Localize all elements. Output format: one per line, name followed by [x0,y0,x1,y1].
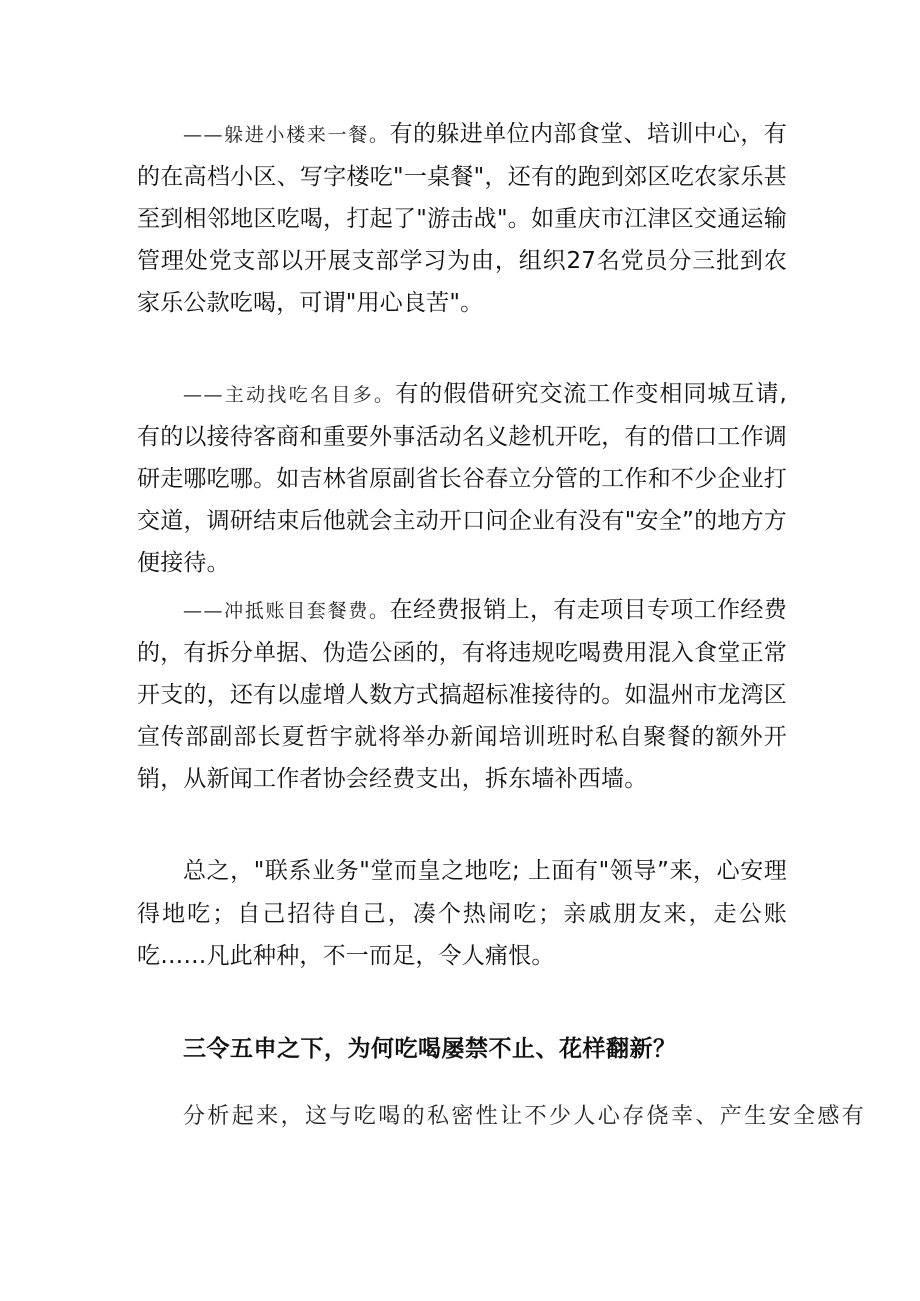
paragraph-offset-accounts [137,589,787,800]
paragraph-body: 有的躲进单位内部食堂、培训中心，有的在高档小区、写字楼吃"一桌餐"，还有的跑到郊区吃农家乐甚至到相邻地区吃喝，打起了"游击战"。如重庆市江津区交通运输管理处党支部以开展支部学习为由，组织27名党员分三批到农家乐公款吃喝，可谓"用心良苦"。 [137,121,787,316]
paragraph-lead: ——躲进小楼来一餐。 [183,124,390,146]
section-heading: 三令五申之下，为何吃喝屡禁不止、花样翻新？ [183,1036,677,1062]
paragraph-body: 总之，"联系业务"堂而皇之地吃; 上面有"领导”来，心安理得地吃；自己招待自己，凑个热闹吃；亲戚朋友来，走公账吃……凡此种种，不一而足，令人痛恨。 [137,858,787,969]
paragraph-summary [137,850,787,977]
closing-paragraph: 分析起来，这与吃喝的私密性让不少人心存侥幸、产生安全感有 [183,1104,867,1129]
paragraph-lead: ——冲抵账目套餐费。 [183,600,390,622]
paragraph-hide-in-building [137,113,787,324]
paragraph-many-pretexts [137,373,787,584]
paragraph-lead: ——主动找吃名目多。 [183,384,396,406]
paragraph-body: 有的假借研究交流工作变相同城互请,有的以接待客商和重要外事活动名义趁机开吃，有的借口工作调研走哪吃哪。如吉林省原副省长谷春立分管的工作和不少企业打交道，调研结束后他就会主动开口问企业有没有"安全”的地方方便接待。 [137,381,787,576]
paragraph-body: 在经费报销上，有走项目专项工作经费的，有拆分单据、伪造公函的，有将违规吃喝费用混入食堂正常开支的，还有以虚增人数方式搞超标准接待的。如温州市龙湾区宣传部副部长夏哲宇就将举办新闻培训班时私自聚餐的额外开销，从新闻工作者协会经费支出，拆东墙补西墙。 [137,597,787,792]
